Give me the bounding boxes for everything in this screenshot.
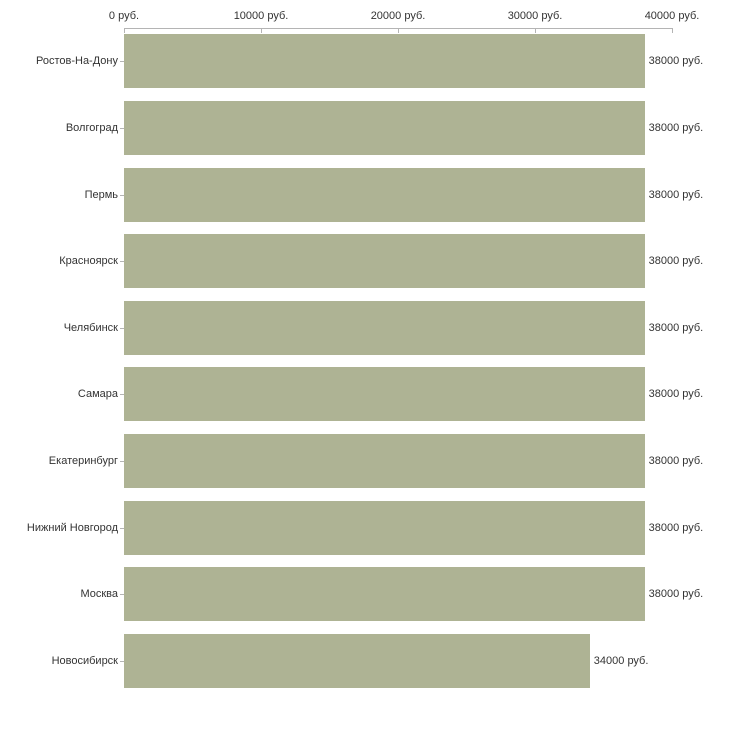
bar-row bbox=[124, 634, 672, 688]
category-tick-mark bbox=[120, 594, 124, 595]
bar-value-label: 38000 руб. bbox=[648, 121, 704, 134]
category-label: Новосибирск bbox=[51, 654, 118, 667]
bar bbox=[124, 301, 645, 355]
bar-value-label: 38000 руб. bbox=[648, 321, 704, 334]
bar-value-label: 38000 руб. bbox=[648, 188, 704, 201]
plot-area bbox=[124, 28, 704, 694]
bar-value-label: 38000 руб. bbox=[648, 255, 704, 268]
category-tick-mark bbox=[120, 661, 124, 662]
bar-row bbox=[124, 168, 704, 222]
category-label: Челябинск bbox=[63, 321, 118, 334]
category-label: Самара bbox=[77, 388, 118, 401]
bar-row bbox=[124, 101, 704, 155]
bar-value-label: 34000 руб. bbox=[593, 654, 649, 667]
bar bbox=[124, 501, 645, 555]
bar-row bbox=[124, 434, 704, 488]
bar bbox=[124, 367, 645, 421]
category-tick-mark bbox=[120, 394, 124, 395]
bar-value-label: 38000 руб. bbox=[648, 521, 704, 534]
category-label: Москва bbox=[80, 588, 118, 601]
category-label: Пермь bbox=[84, 188, 118, 201]
category-label: Ростов-На-Дону bbox=[35, 55, 118, 68]
bar-row bbox=[124, 34, 704, 88]
x-tick-label: 30000 руб. bbox=[507, 10, 563, 22]
bar-row bbox=[124, 367, 704, 421]
category-label: Волгоград bbox=[65, 121, 118, 134]
bar bbox=[124, 634, 590, 688]
category-label: Нижний Новгород bbox=[26, 521, 118, 534]
bar-row bbox=[124, 567, 704, 621]
bar-row bbox=[124, 301, 704, 355]
bar bbox=[124, 34, 645, 88]
category-tick-mark bbox=[120, 328, 124, 329]
bar-value-label: 38000 руб. bbox=[648, 454, 704, 467]
bar-value-label: 38000 руб. bbox=[648, 588, 704, 601]
x-tick-label: 10000 руб. bbox=[233, 10, 289, 22]
x-tick-label: 0 руб. bbox=[108, 10, 140, 22]
category-tick-mark bbox=[120, 528, 124, 529]
x-tick-label: 40000 руб. bbox=[644, 10, 700, 22]
bar-row bbox=[124, 234, 704, 288]
bar-value-label: 38000 руб. bbox=[648, 55, 704, 68]
category-tick-mark bbox=[120, 461, 124, 462]
category-tick-mark bbox=[120, 128, 124, 129]
category-label: Красноярск bbox=[59, 255, 118, 268]
bar bbox=[124, 168, 645, 222]
bar bbox=[124, 567, 645, 621]
bar bbox=[124, 101, 645, 155]
category-tick-mark bbox=[120, 61, 124, 62]
category-label: Екатеринбург bbox=[48, 454, 118, 467]
bar bbox=[124, 434, 645, 488]
x-tick-label: 20000 руб. bbox=[370, 10, 426, 22]
x-tick-mark bbox=[672, 28, 673, 33]
category-tick-mark bbox=[120, 195, 124, 196]
bar-value-label: 38000 руб. bbox=[648, 388, 704, 401]
category-tick-mark bbox=[120, 261, 124, 262]
bar-row bbox=[124, 501, 704, 555]
bar bbox=[124, 234, 645, 288]
